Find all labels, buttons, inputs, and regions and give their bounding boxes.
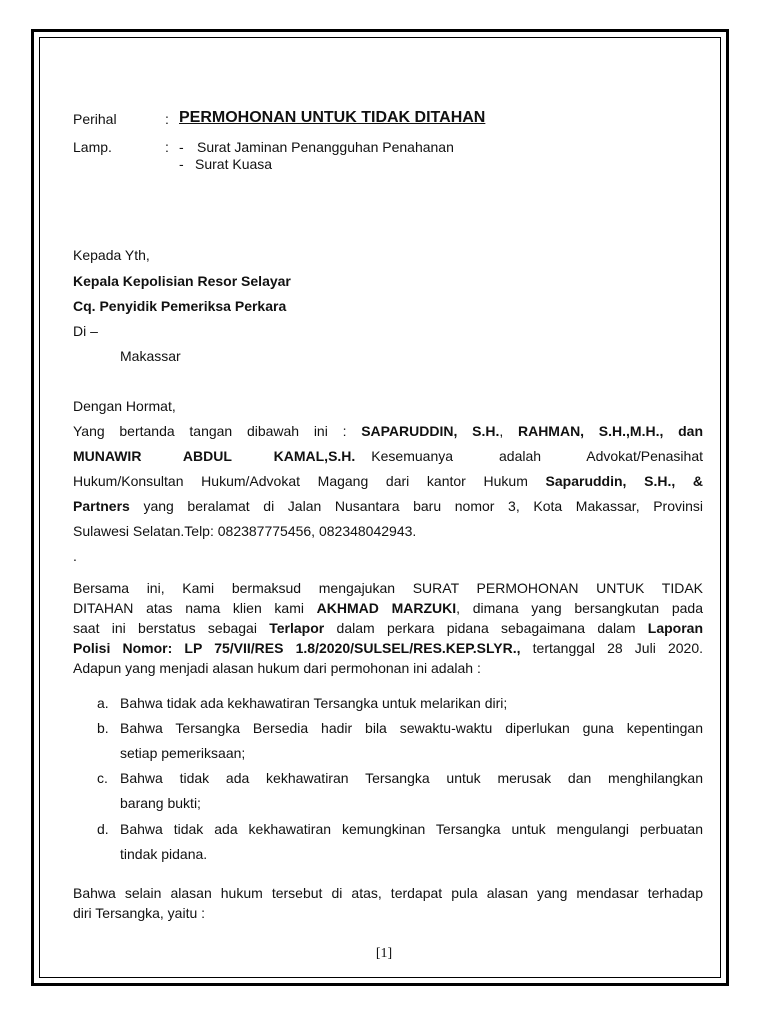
paragraph-2-line-3	[73, 620, 703, 636]
text-span: Yang bertanda tangan dibawah ini :	[73, 423, 347, 439]
reason-b-line-1: Bahwa Tersangka Bersedia hadir bila sewaktu-waktu diperlukan guna kepentingan	[120, 720, 703, 736]
lamp-dash-2: -	[179, 156, 184, 172]
paragraph-2-line-2	[73, 600, 703, 616]
reason-d-letter: d.	[97, 821, 109, 837]
recipient-city: Makassar	[120, 348, 181, 364]
perihal-label: Perihal	[73, 111, 117, 127]
reason-a-line-1: Bahwa tidak ada kekhawatiran Tersangka untuk melarikan diri;	[120, 695, 508, 711]
subject-title: PERMOHONAN UNTUK TIDAK DITAHAN	[179, 109, 486, 126]
lamp-item-1: Surat Jaminan Penangguhan Penahanan	[197, 139, 454, 155]
law-firm-partners: Partners	[73, 498, 130, 514]
reason-b-line-2: setiap pemeriksaan;	[120, 745, 246, 761]
lamp-label: Lamp.	[73, 139, 112, 155]
text-span: saat ini berstatus sebagai	[73, 620, 257, 636]
paragraph-1-line-1	[73, 423, 703, 439]
text-span: DITAHAN atas nama klien kami	[73, 600, 304, 616]
recipient-line-3: Di –	[73, 323, 98, 339]
lamp-dash-1: -	[179, 139, 184, 155]
recipient-line-1: Kepala Kepolisian Resor Selayar	[73, 273, 291, 289]
reason-b-letter: b.	[97, 720, 109, 736]
paragraph-1-line-5: Sulawesi Selatan.Telp: 082387775456, 082348042943.	[73, 523, 417, 539]
lamp-colon: :	[165, 139, 169, 155]
reason-c-letter: c.	[97, 770, 108, 786]
advocate-name-1: SAPARUDDIN, S.H.	[361, 423, 500, 439]
client-status: Terlapor	[269, 620, 325, 636]
text-span: ,	[499, 423, 504, 439]
page-number: [1]	[375, 946, 393, 961]
client-name: AKHMAD MARZUKI	[316, 600, 457, 616]
lamp-item-2: Surat Kuasa	[195, 156, 273, 172]
reason-d-line-2: tindak pidana.	[120, 846, 208, 862]
text-span: yang beralamat di Jalan Nusantara baru nomor 3, Kota Makassar, Provinsi	[143, 498, 703, 514]
closing-line-2: diri Tersangka, yaitu :	[73, 905, 206, 921]
text-span: dan	[678, 423, 703, 439]
police-report-number: Polisi Nomor: LP 75/VII/RES 1.8/2020/SULSEL/RES.KEP.SLYR.,	[73, 640, 521, 656]
paragraph-2-line-1: Bersama ini, Kami bermaksud mengajukan SURAT PERMOHONAN UNTUK TIDAK	[73, 580, 703, 596]
paragraph-2-line-5: Adapun yang menjadi alasan hukum dari permohonan ini adalah :	[73, 660, 481, 676]
text-span: Hukum/Konsultan Hukum/Advokat Magang dari kantor Hukum	[73, 473, 528, 489]
paragraph-1-line-2	[73, 448, 703, 464]
text-span: tertanggal 28 Juli 2020.	[532, 640, 703, 656]
paragraph-2-line-4	[73, 640, 703, 656]
text-span: Kesemuanya adalah Advokat/Penasihat	[371, 448, 703, 464]
paragraph-1-line-3	[73, 473, 703, 489]
stray-dot: .	[73, 548, 77, 564]
recipient-line-2: Cq. Penyidik Pemeriksa Perkara	[73, 298, 287, 314]
text-span: Laporan	[647, 620, 704, 636]
law-firm-name: Saparuddin, S.H., &	[545, 473, 704, 489]
recipient-greeting: Kepada Yth,	[73, 247, 150, 263]
reason-c-line-1: Bahwa tidak ada kekhawatiran Tersangka untuk merusak dan menghilangkan	[120, 770, 703, 786]
advocate-name-3: MUNAWIR ABDUL KAMAL,S.H.	[73, 448, 356, 464]
reason-a-letter: a.	[97, 695, 109, 711]
advocate-name-2: RAHMAN, S.H.,M.H.,	[517, 423, 664, 439]
salutation: Dengan Hormat,	[73, 398, 176, 414]
perihal-colon: :	[165, 111, 169, 127]
reason-d-line-1: Bahwa tidak ada kekhawatiran kemungkinan Tersangka untuk mengulangi perbuatan	[120, 821, 703, 837]
text-span: dalam perkara pidana sebagaimana dalam	[336, 620, 636, 636]
text-span: , dimana yang bersangkutan pada	[456, 600, 704, 616]
reason-c-line-2: barang bukti;	[120, 795, 201, 811]
closing-line-1: Bahwa selain alasan hukum tersebut di atas, terdapat pula alasan yang mendasar terhadap	[73, 885, 703, 901]
paragraph-1-line-4	[73, 498, 703, 514]
